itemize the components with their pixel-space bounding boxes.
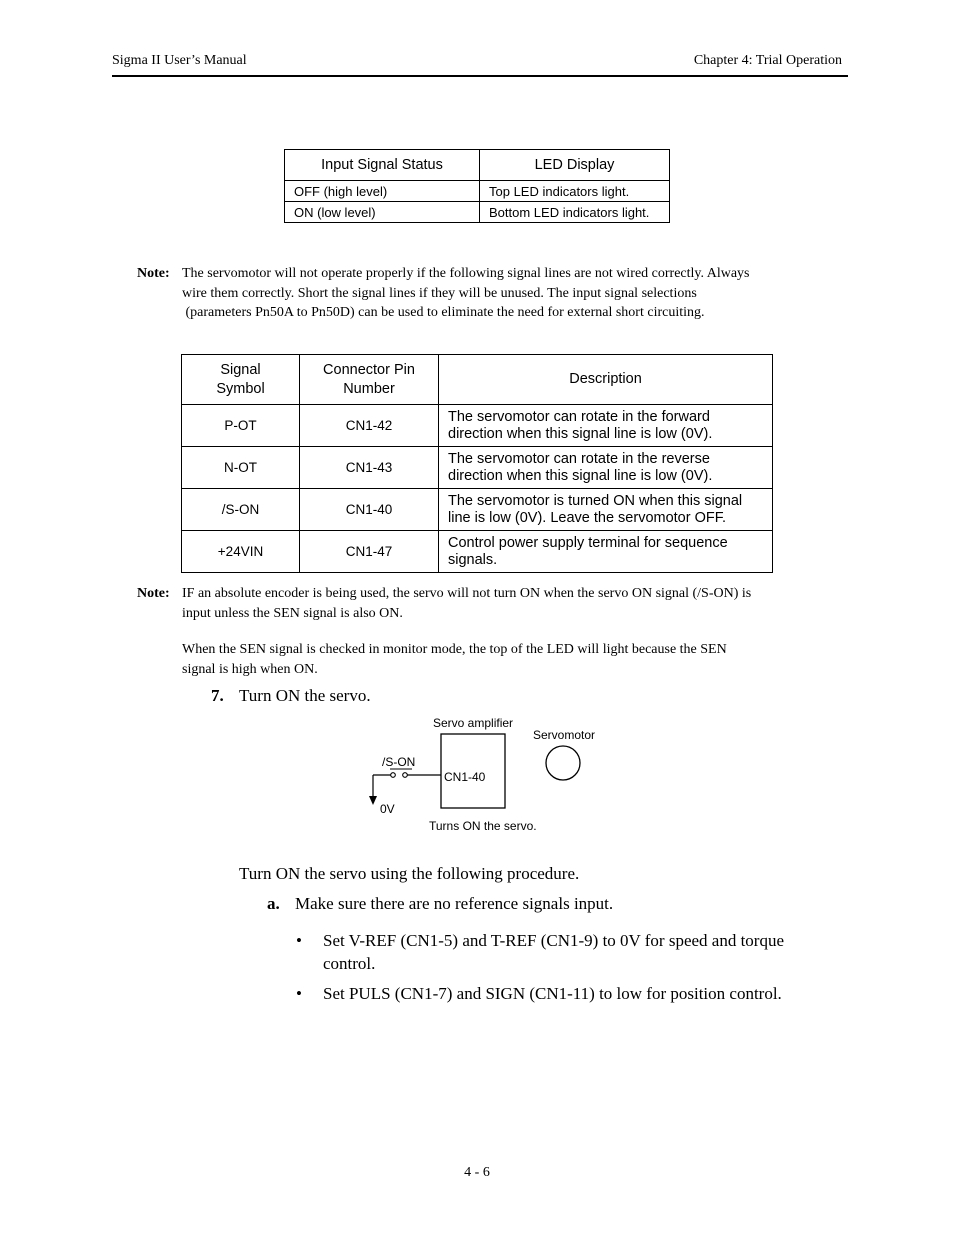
note-paragraph: [182, 640, 822, 679]
note-line: input unless the SEN signal is also ON.: [182, 605, 403, 621]
column-header: Input Signal Status: [285, 150, 480, 181]
table-cell: OFF (high level): [285, 181, 480, 202]
procedure-intro: Turn ON the servo using the following procedure.: [239, 864, 580, 883]
header-manual-title: Sigma II User’s Manual: [112, 53, 247, 68]
column-header: LED Display: [480, 150, 670, 181]
switch-terminal: [391, 773, 396, 778]
switch-terminal: [403, 773, 408, 778]
column-header: Connector Pin Number: [300, 355, 439, 405]
page-number: 4 - 6: [464, 1165, 490, 1180]
note-line: When the SEN signal is checked in monitor mode, the top of the LED will light because the SEN: [182, 642, 727, 657]
note-line: (parameters Pn50A to Pn50D) can be used to eliminate the need for external short circuiting.: [182, 305, 705, 320]
servomotor-symbol: [546, 746, 580, 780]
table-cell: Bottom LED indicators light.: [480, 202, 670, 223]
table-header-row: [182, 355, 773, 405]
s-on-label: /S-ON: [382, 755, 416, 769]
header-rule: [112, 75, 848, 77]
signal-symbol-cell: +24VIN: [182, 531, 300, 573]
note-line: IF an absolute encoder is being used, the servo will not turn ON when the servo ON signal (/S-ON) is: [182, 586, 752, 601]
table-row: [182, 447, 773, 489]
list-item-line: Set PULS (CN1-7) and SIGN (CN1-11) to low for position control.: [323, 984, 782, 1003]
table-row: [285, 202, 670, 223]
note-line: The servomotor will not operate properly if the following signal lines are not wired correctly. Always: [182, 266, 750, 281]
ground-arrow: [369, 796, 377, 805]
led-status-table: [284, 149, 670, 223]
signal-symbol-cell: /S-ON: [182, 489, 300, 531]
servo-on-wiring-diagram: [360, 712, 620, 840]
column-header: Signal Symbol: [182, 355, 300, 405]
list-item: [323, 929, 843, 975]
description-cell: The servomotor can rotate in the forward direction when this signal line is low (0V).: [439, 405, 773, 447]
header-chapter-title: Chapter 4: Trial Operation: [693, 53, 842, 68]
connector-pin-cell: CN1-40: [300, 489, 439, 531]
note-line: wire them correctly. Short the signal lines if they will be unused. The input signal selections: [182, 285, 697, 301]
connector-pin-cell: CN1-43: [300, 447, 439, 489]
signal-table: [181, 354, 773, 573]
step-text: Turn ON the servo.: [239, 686, 371, 705]
note-label: Note:: [137, 266, 170, 281]
table-cell: Top LED indicators light.: [480, 181, 670, 202]
diagram-caption: Turns ON the servo.: [429, 819, 537, 833]
table-row: [182, 405, 773, 447]
table-row: [182, 531, 773, 573]
list-item-line: Set V-REF (CN1-5) and T-REF (CN1-9) to 0V for speed and torque: [323, 931, 785, 950]
note-line: signal is high when ON.: [182, 661, 318, 677]
connector-pin-cell: CN1-42: [300, 405, 439, 447]
table-cell: ON (low level): [285, 202, 480, 223]
connector-pin-label: CN1-40: [444, 770, 486, 784]
bullet-marker: •: [296, 931, 302, 950]
step-text: Make sure there are no reference signals input.: [295, 894, 614, 913]
signal-symbol-cell: P-OT: [182, 405, 300, 447]
list-item: [323, 982, 843, 1005]
table-header-row: [285, 150, 670, 181]
note-body: [182, 264, 822, 323]
column-header: Description: [439, 355, 773, 405]
step-number: 7.: [211, 686, 224, 705]
table-row: [285, 181, 670, 202]
step-label: a.: [267, 894, 280, 913]
description-cell: The servomotor can rotate in the reverse direction when this signal line is low (0V).: [439, 447, 773, 489]
description-cell: The servomotor is turned ON when this signal line is low (0V). Leave the servomotor OFF.: [439, 489, 773, 531]
servomotor-label: Servomotor: [533, 728, 596, 742]
signal-symbol-cell: N-OT: [182, 447, 300, 489]
note-label: Note:: [137, 586, 170, 601]
bullet-marker: •: [296, 984, 302, 1003]
ground-label: 0V: [380, 802, 395, 816]
note-body: [182, 584, 822, 623]
description-cell: Control power supply terminal for sequence signals.: [439, 531, 773, 573]
table-row: [182, 489, 773, 531]
connector-pin-cell: CN1-47: [300, 531, 439, 573]
list-item-line: control.: [323, 954, 376, 973]
servo-amplifier-label: Servo amplifier: [433, 716, 514, 730]
